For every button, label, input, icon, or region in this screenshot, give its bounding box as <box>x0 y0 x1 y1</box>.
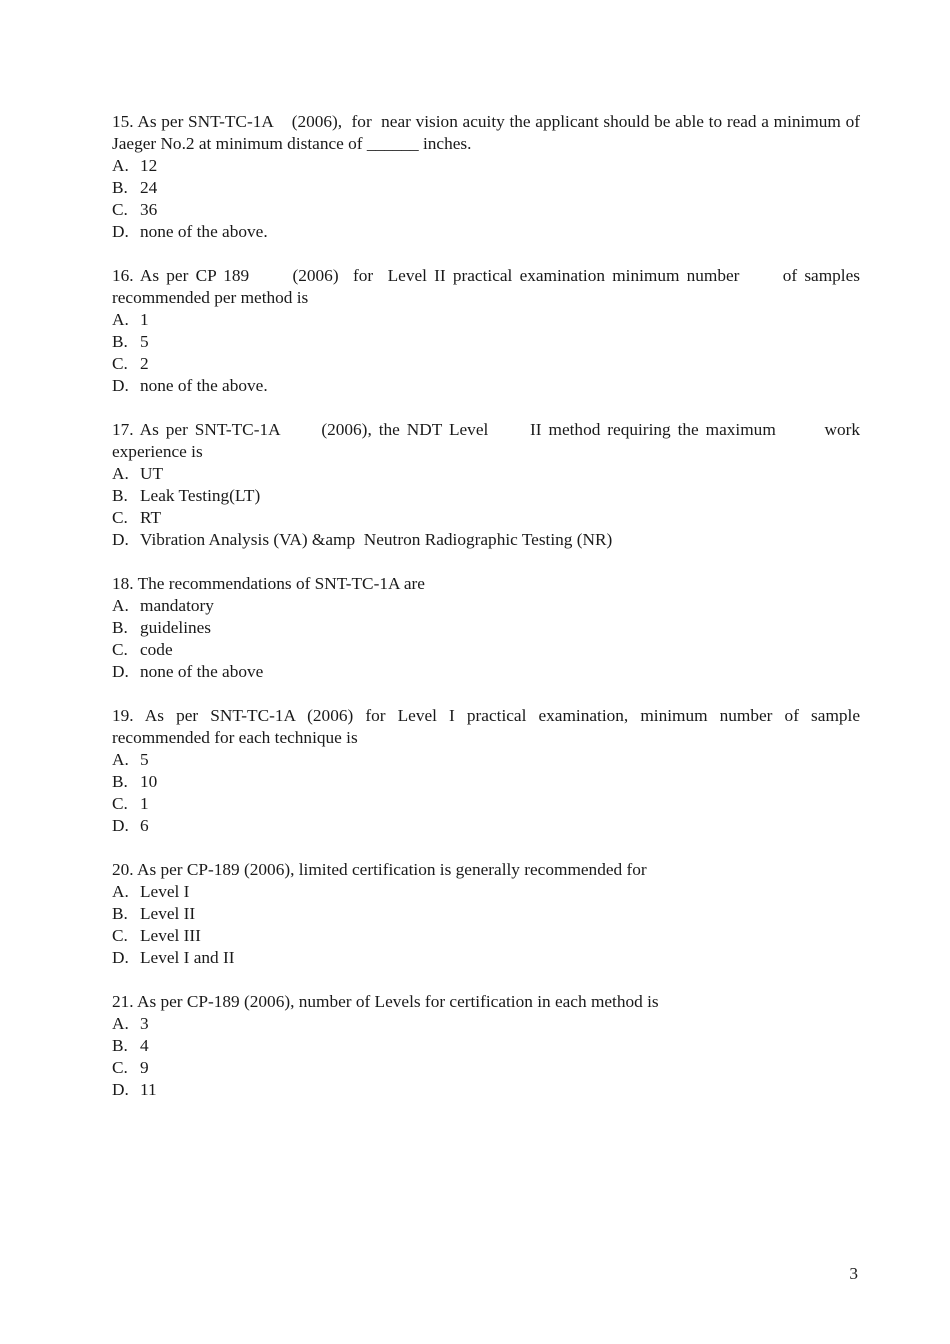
option-text: Level I <box>140 882 190 901</box>
option-list <box>112 463 860 551</box>
option-text: Level I and II <box>140 948 235 967</box>
option-a <box>112 155 860 177</box>
option-text: none of the above. <box>140 376 268 395</box>
option-c <box>112 353 860 375</box>
question-stem: 17. As per SNT-TC-1A (2006), the NDT Level II method requiring the maximum work experience is <box>112 420 865 461</box>
option-text: 1 <box>140 794 149 813</box>
option-b <box>112 617 860 639</box>
option-a <box>112 1013 860 1035</box>
option-b <box>112 903 860 925</box>
option-letter: A. <box>112 882 129 901</box>
question-20 <box>112 859 860 969</box>
option-letter: C. <box>112 926 128 945</box>
option-letter: A. <box>112 596 129 615</box>
question-stem: 15. As per SNT-TC-1A (2006), for near vision acuity the applicant should be able to read a minimum of Jaeger No.2 at minimum distance of ______ inches. <box>112 112 865 153</box>
question-17 <box>112 419 865 551</box>
option-text: 12 <box>140 156 158 175</box>
option-text: mandatory <box>140 596 214 615</box>
document-page <box>112 111 865 1123</box>
question-stem: 16. As per CP 189 (2006) for Level II practical examination minimum number of samples recommended per method is <box>112 266 865 307</box>
option-list <box>112 155 860 243</box>
option-b <box>112 771 860 793</box>
option-b <box>112 331 860 353</box>
option-b <box>112 485 860 507</box>
option-list <box>112 749 860 837</box>
question-16 <box>112 265 865 397</box>
option-text: guidelines <box>140 618 212 637</box>
question-stem: 20. As per CP-189 (2006), limited certification is generally recommended for <box>112 860 647 879</box>
option-text: 36 <box>140 200 158 219</box>
option-letter: C. <box>112 200 128 219</box>
option-text: 5 <box>140 750 149 769</box>
option-d <box>112 661 860 683</box>
option-c <box>112 507 860 529</box>
question-18 <box>112 573 860 683</box>
option-text: 1 <box>140 310 149 329</box>
option-list <box>112 881 860 969</box>
option-text: none of the above <box>140 662 264 681</box>
page-number: 3 <box>849 1264 858 1283</box>
option-text: 4 <box>140 1036 149 1055</box>
option-letter: B. <box>112 178 128 197</box>
option-text: 6 <box>140 816 149 835</box>
option-letter: D. <box>112 816 129 835</box>
option-text: RT <box>140 508 162 527</box>
option-letter: D. <box>112 948 129 967</box>
option-c <box>112 199 860 221</box>
option-text: Level III <box>140 926 201 945</box>
option-a <box>112 309 860 331</box>
option-letter: C. <box>112 354 128 373</box>
option-letter: B. <box>112 486 128 505</box>
option-text: code <box>140 640 173 659</box>
option-b <box>112 177 860 199</box>
option-letter: A. <box>112 464 129 483</box>
option-text: Vibration Analysis (VA) &amp Neutron Radiographic Testing (NR) <box>140 530 613 549</box>
option-letter: D. <box>112 1080 129 1099</box>
question-stem: 18. The recommendations of SNT-TC-1A are <box>112 574 425 593</box>
option-c <box>112 925 860 947</box>
option-letter: A. <box>112 156 129 175</box>
option-d <box>112 947 860 969</box>
option-letter: C. <box>112 794 128 813</box>
option-list <box>112 1013 860 1101</box>
option-letter: B. <box>112 332 128 351</box>
option-a <box>112 463 860 485</box>
option-text: 11 <box>140 1080 157 1099</box>
option-text: 24 <box>140 178 158 197</box>
option-b <box>112 1035 860 1057</box>
option-text: 3 <box>140 1014 149 1033</box>
option-letter: C. <box>112 640 128 659</box>
option-letter: B. <box>112 772 128 791</box>
option-letter: B. <box>112 904 128 923</box>
option-text: 5 <box>140 332 149 351</box>
option-text: Leak Testing(LT) <box>140 486 261 505</box>
option-d <box>112 529 860 551</box>
question-15 <box>112 111 865 243</box>
option-text: Level II <box>140 904 196 923</box>
option-text: 10 <box>140 772 158 791</box>
question-stem: 21. As per CP-189 (2006), number of Levels for certification in each method is <box>112 992 659 1011</box>
option-c <box>112 639 860 661</box>
option-letter: C. <box>112 1058 128 1077</box>
question-stem: 19. As per SNT-TC-1A (2006) for Level I practical examination, minimum number of sample recommended for each technique is <box>112 706 865 747</box>
option-d <box>112 815 860 837</box>
option-list <box>112 595 860 683</box>
option-c <box>112 1057 860 1079</box>
option-letter: D. <box>112 530 129 549</box>
option-text: 9 <box>140 1058 149 1077</box>
option-a <box>112 595 860 617</box>
option-list <box>112 309 860 397</box>
option-letter: B. <box>112 1036 128 1055</box>
option-letter: A. <box>112 1014 129 1033</box>
option-letter: D. <box>112 222 129 241</box>
option-letter: B. <box>112 618 128 637</box>
option-text: none of the above. <box>140 222 268 241</box>
option-text: UT <box>140 464 164 483</box>
question-19 <box>112 705 865 837</box>
option-d <box>112 1079 860 1101</box>
option-letter: C. <box>112 508 128 527</box>
option-c <box>112 793 860 815</box>
option-letter: A. <box>112 750 129 769</box>
option-a <box>112 749 860 771</box>
option-letter: A. <box>112 310 129 329</box>
option-letter: D. <box>112 376 129 395</box>
option-d <box>112 375 860 397</box>
option-letter: D. <box>112 662 129 681</box>
question-21 <box>112 991 860 1101</box>
option-text: 2 <box>140 354 149 373</box>
option-d <box>112 221 860 243</box>
option-a <box>112 881 860 903</box>
